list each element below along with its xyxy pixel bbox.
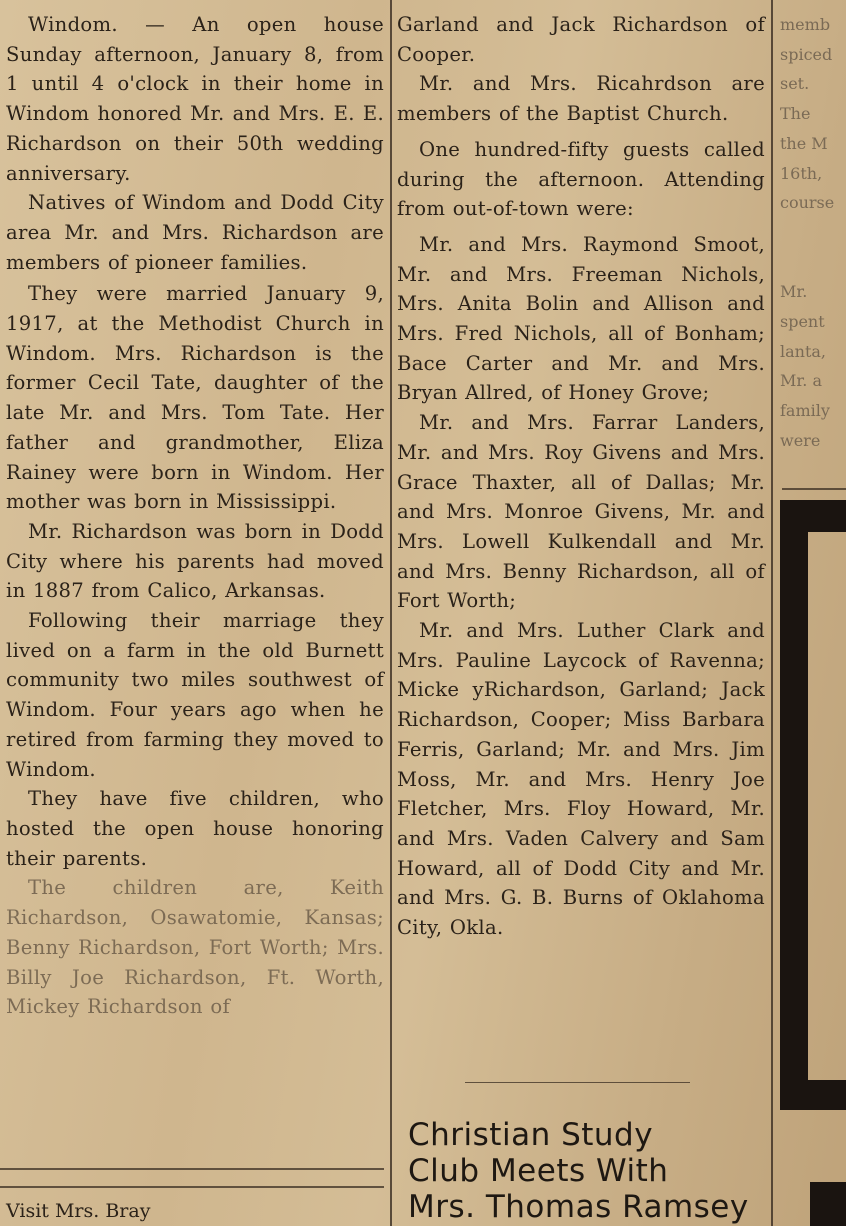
article-column-1: [6, 10, 384, 1022]
article-column-2: [397, 10, 765, 943]
paragraph-11: Mr. and Mrs. Raymond Smoot, Mr. and Mrs. Freeman Nichols, Mrs. Anita Bolin and Allison and Mrs. Fred Nichols, all of Bonham; Bace Carter and Mr. and Mrs. Bryan Allred, of Honey Grove;: [397, 232, 765, 405]
headline: [408, 1117, 768, 1225]
headline-line-2: Club Meets With: [408, 1153, 669, 1189]
paragraph-10: One hundred-fifty guests called during the afternoon. Attending from out-of-town were:: [397, 137, 765, 221]
paragraph-2: Natives of Windom and Dodd City area Mr. and Mrs. Richardson are members of pioneer families.: [6, 191, 384, 274]
snippet: spent: [780, 312, 825, 332]
column1-bottom-rule-2: [0, 1186, 384, 1188]
snippet: lanta,: [780, 341, 827, 361]
ad-border-bottom: [780, 1080, 846, 1110]
snippet: Mr.: [780, 282, 808, 302]
ad-border-top: [780, 500, 846, 532]
snippet: memb: [780, 15, 831, 34]
ad-corner-block: [810, 1182, 846, 1226]
paragraph-3: They were married January 9, 1917, at the Methodist Church in Windom. Mrs. Richardson is the former Cecil Tate, daughter of the late Mr. and Mrs. Tom Tate. Her father and grandmother, Eliza Rainey were born in Windom. Her mother was born in Mississippi.: [6, 282, 384, 514]
snippet: family: [780, 401, 830, 421]
snippet: [780, 218, 846, 248]
snippet: spiced: [780, 44, 833, 64]
article-column-3-cropped: [780, 10, 846, 456]
paragraph-4: Mr. Richardson was born in Dodd City where his parents had moved in 1887 from Calico, Arkansas.: [6, 519, 384, 603]
snippet: the M: [780, 133, 828, 153]
snippet: were: [780, 430, 821, 450]
column-divider-2: [771, 0, 773, 1226]
paragraph-9: Mr. and Mrs. Ricahrdson are members of the Baptist Church.: [397, 72, 765, 126]
column1-bottom-rule: [0, 1168, 384, 1170]
headline-line-3: Mrs. Thomas Ramsey: [408, 1189, 749, 1225]
paragraph-7: The children are, Keith Richardson, Osawatomie, Kansas; Benny Richardson, Fort Worth; Mrs. Billy Joe Richardson, Ft. Worth, Mickey Richardson of: [6, 876, 384, 1019]
ad-border-left: [780, 532, 808, 1110]
paragraph-12: Mr. and Mrs. Farrar Landers, Mr. and Mrs. Roy Givens and Mrs. Grace Thaxter, all of Dallas; Mr. and Mrs. Monroe Givens, Mr. and Mrs. Lowell Kulkendall and Mr. and Mrs. Benny Richardson, all of Fort Worth;: [397, 411, 765, 613]
paragraph-6: They have five children, who hosted the open house honoring their parents.: [6, 787, 384, 870]
paragraph-1: Windom. — An open house Sunday afternoon, January 8, from 1 until 4 o'clock in their home in Windom honored Mr. and Mrs. E. E. Richardson on their 50th wedding anniversary.: [6, 13, 384, 185]
snippet: Mr. a: [780, 371, 822, 391]
snippet: 16th,: [780, 163, 823, 183]
column-divider-1: [390, 0, 392, 1226]
snippet: [780, 248, 846, 278]
next-article-heading: Visit Mrs. Bray: [6, 1200, 151, 1222]
column3-rule: [782, 488, 846, 490]
snippet: set.: [780, 74, 810, 94]
headline-line-1: Christian Study: [408, 1117, 654, 1153]
paragraph-8: Garland and Jack Richardson of Cooper.: [397, 13, 765, 66]
snippet: course: [780, 193, 835, 213]
snippet: The: [780, 104, 811, 124]
paragraph-5: Following their marriage they lived on a farm in the old Burnett community two miles southwest of Windom. Four years ago when he retired from farming they moved to Windom.: [6, 609, 384, 781]
paragraph-13: Mr. and Mrs. Luther Clark and Mrs. Pauline Laycock of Ravenna; Micke yRichardson, Garland; Jack Richardson, Cooper; Miss Barbara Ferris, Garland; Mr. and Mrs. Jim Moss, Mr. and Mrs. Henry Joe Fletcher, Mrs. Floy Howard, Mr. and Mrs. Vaden Calvery and Sam Howard, all of Dodd City and Mr. and Mrs. G. B. Burns of Oklahoma City, Okla.: [397, 619, 765, 940]
section-rule: [465, 1082, 690, 1083]
